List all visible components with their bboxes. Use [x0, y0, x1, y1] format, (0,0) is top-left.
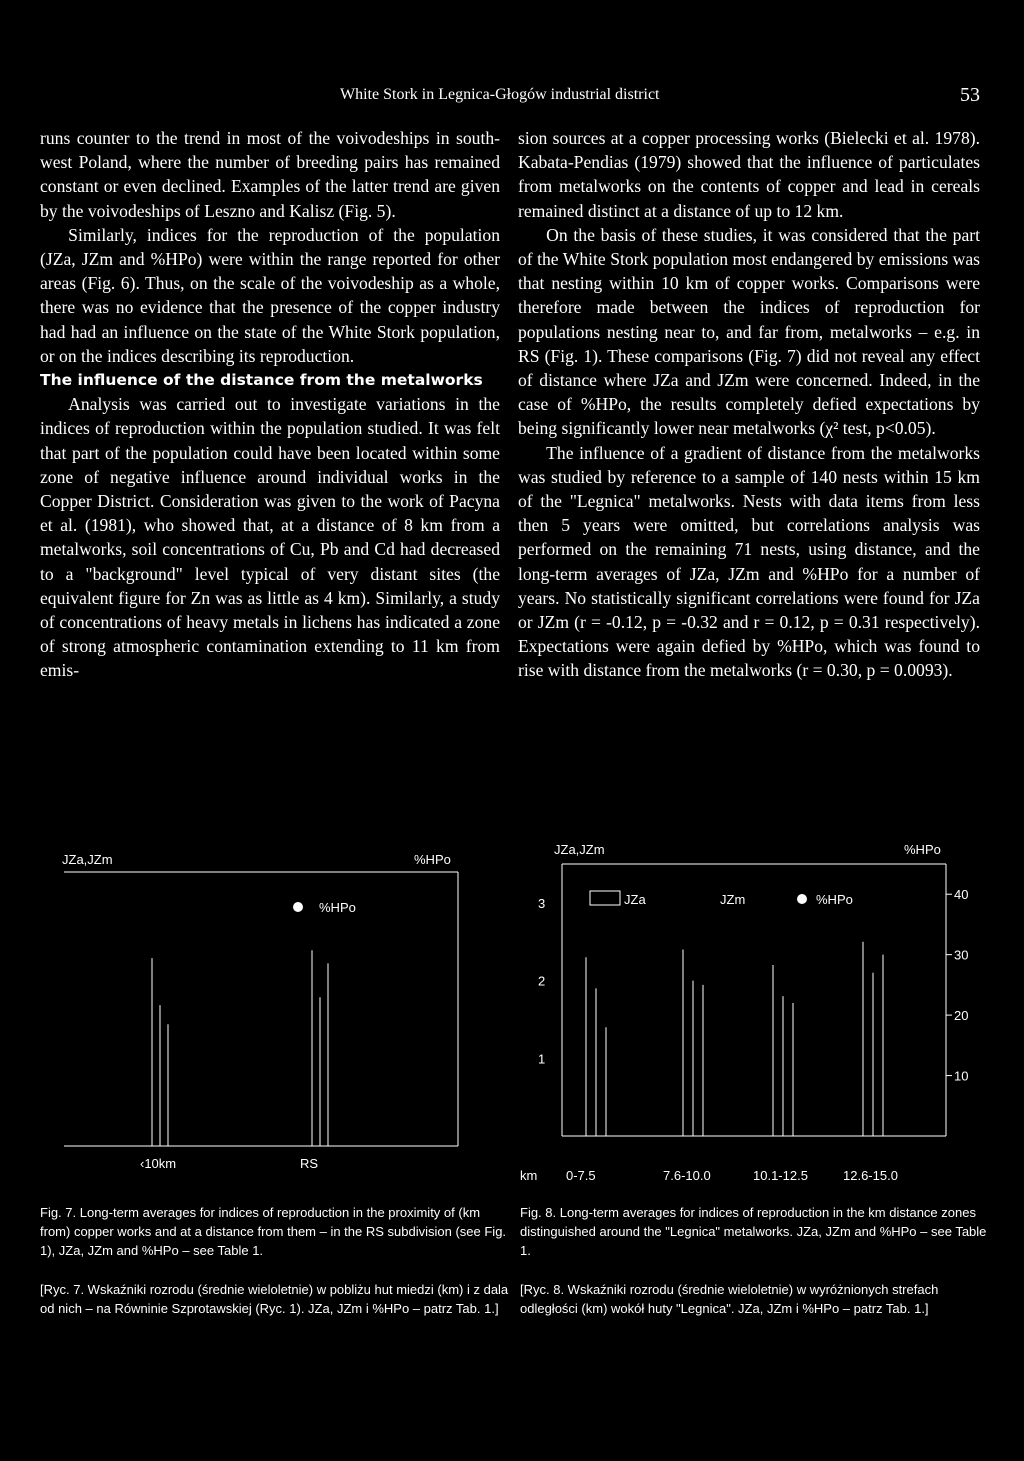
legend-marker-hpo [797, 894, 807, 904]
right-axis-title: %HPo [414, 852, 451, 867]
running-title: White Stork in Legnica-Głogów industrial district [340, 86, 660, 103]
left-paragraph-1: runs counter to the trend in most of the voivodeships in south-west Poland, where the number of breeding pairs has remained constant or even declined. Examples of the latter trend are given by the voivodeships of Leszno and Kalisz (Fig. 5). [40, 128, 500, 221]
y-right-tick-2: 30 [954, 947, 969, 963]
figure-8 [518, 836, 980, 1186]
y-left-tick-0: 1 [538, 1051, 546, 1067]
figure-7-caption: Fig. 7. Long-term averages for indices of reproduction in the proximity of (km from) copper works and at a distance from them – in the RS subdivision (see Fig. 1), JZa, JZm and %HPo – see Table 1. [40, 1205, 507, 1258]
legend-marker-jza [590, 891, 620, 905]
left-axis-title: JZa,JZm [62, 852, 113, 867]
y-right-tick-1: 20 [954, 1008, 969, 1024]
y-right-tick-3: 40 [954, 887, 969, 903]
right-paragraph-3: The influence of a gradient of distance from the metalworks was studied by reference to a sample of 140 nests within 15 km of the "Legnica" metalworks. Nests with data items from less then 5 years were omitted, but correlations analysis was performed on the remaining 71 nests, using distance, and the long-term averages of JZa, JZm and %HPo for a number of years. No statistically significant correlations were found for JZa or JZm (r = -0.12, p = -0.32 and r = 0.12, p = 0.31 respectively). Expectations were again defied by %HPo, which was found to rise with distance from the metalworks (r = 0.30, p = 0.0093). [518, 442, 980, 681]
left-paragraph-2: Similarly, indices for the reproduction of the population (JZa, JZm and %HPo) were within the range reported for other areas (Fig. 6). Thus, on the scale of the voivodeship as a whole, there was no evidence that the presence of the copper industry had had an influence on the state of the White Stork population, or on the indices describing its reproduction. [40, 224, 500, 366]
right-paragraph-1: sion sources at a copper processing works (Bielecki et al. 1978). Kabata-Pendias (1979) showed that the influence of particulates from metalworks on the contents of copper and lead in cereals remained distinct at a distance of up to 12 km. [518, 128, 980, 221]
page-number: 53 [960, 84, 980, 106]
x-tick-label-1: 7.6-10.0 [663, 1168, 711, 1183]
x-tick-label-2: 10.1-12.5 [753, 1168, 808, 1183]
y-right-tick-0: 10 [954, 1068, 969, 1084]
y-left-tick-1: 2 [538, 973, 546, 989]
x-tick-label-3: 12.6-15.0 [843, 1168, 898, 1183]
right-column [518, 126, 980, 683]
section-heading: The influence of the distance from the metalworks [40, 371, 483, 390]
legend-label-jzm: JZm [720, 892, 746, 907]
legend-label-jza: JZa [624, 892, 646, 907]
figure-7 [40, 846, 510, 1186]
figure-7-caption-pl: [Ryc. 7. Wskaźniki rozrodu (średnie wieloletnie) w pobliżu hut miedzi (km) i z dala od nich – na Równinie Szprotawskiej (Ryc. 1). JZa, JZm i %HPo – patrz Tab. 1.] [40, 1282, 509, 1316]
figure-8-caption: Fig. 8. Long-term averages for indices of reproduction in the km distance zones distinguished around the "Legnica" metalworks. JZa, JZm and %HPo – see Table 1. [520, 1205, 987, 1258]
x-tick-label-1: RS [300, 1156, 319, 1171]
right-axis-title: %HPo [904, 842, 941, 857]
left-column [40, 126, 500, 683]
left-axis-title: JZa,JZm [554, 842, 605, 857]
x-tick-label-0: 0-7.5 [566, 1168, 596, 1183]
left-paragraph-3: Analysis was carried out to investigate variations in the indices of reproduction within the population studied. It was felt that part of the population could have been located within some zone of negative influence around individual works in the Copper District. Consideration was given to the work of Pacyna et al. (1981), who showed that, at a distance of 8 km from a metalworks, soil concentrations of Cu, Pb and Cd had decreased to a "background" level typical of very distant sites (the equivalent figure for Zn was as little as 4 km). Similarly, a study of concentrations of heavy metals in lichens has indicated a zone of strong atmospheric contamination extending to 11 km from emis- [40, 394, 500, 681]
right-paragraph-2: On the basis of these studies, it was considered that the part of the White Stork population most endangered by emissions was that nesting within 10 km of copper works. Comparisons were therefore made between the indices of reproduction for populations nesting near to, and far from, metalworks – e.g. in RS (Fig. 1). These comparisons (Fig. 7) did not reveal any effect of distance where JZa and JZm were concerned. Indeed, in the case of %HPo, the results completely defied expectations by being significantly lower near metalworks (χ² test, p<0.05). [518, 224, 980, 439]
figure-8-chart [518, 836, 980, 1186]
legend-label-hpo: %HPo [816, 892, 853, 907]
x-axis-unit: km [520, 1168, 538, 1183]
legend-label-hpo: %HPo [319, 900, 356, 915]
figure-7-chart [40, 846, 510, 1186]
y-left-tick-2: 3 [538, 895, 546, 911]
running-header [40, 84, 980, 108]
x-tick-label-0: ‹10km [140, 1156, 177, 1171]
figure-8-caption-pl: [Ryc. 8. Wskaźniki rozrodu (średnie wieloletnie) w wyróżnionych strefach odległości (km) wokół huty "Legnica". JZa, JZm i %HPo – patrz Tab. 1.] [520, 1282, 939, 1316]
legend-marker-hpo [293, 902, 303, 912]
